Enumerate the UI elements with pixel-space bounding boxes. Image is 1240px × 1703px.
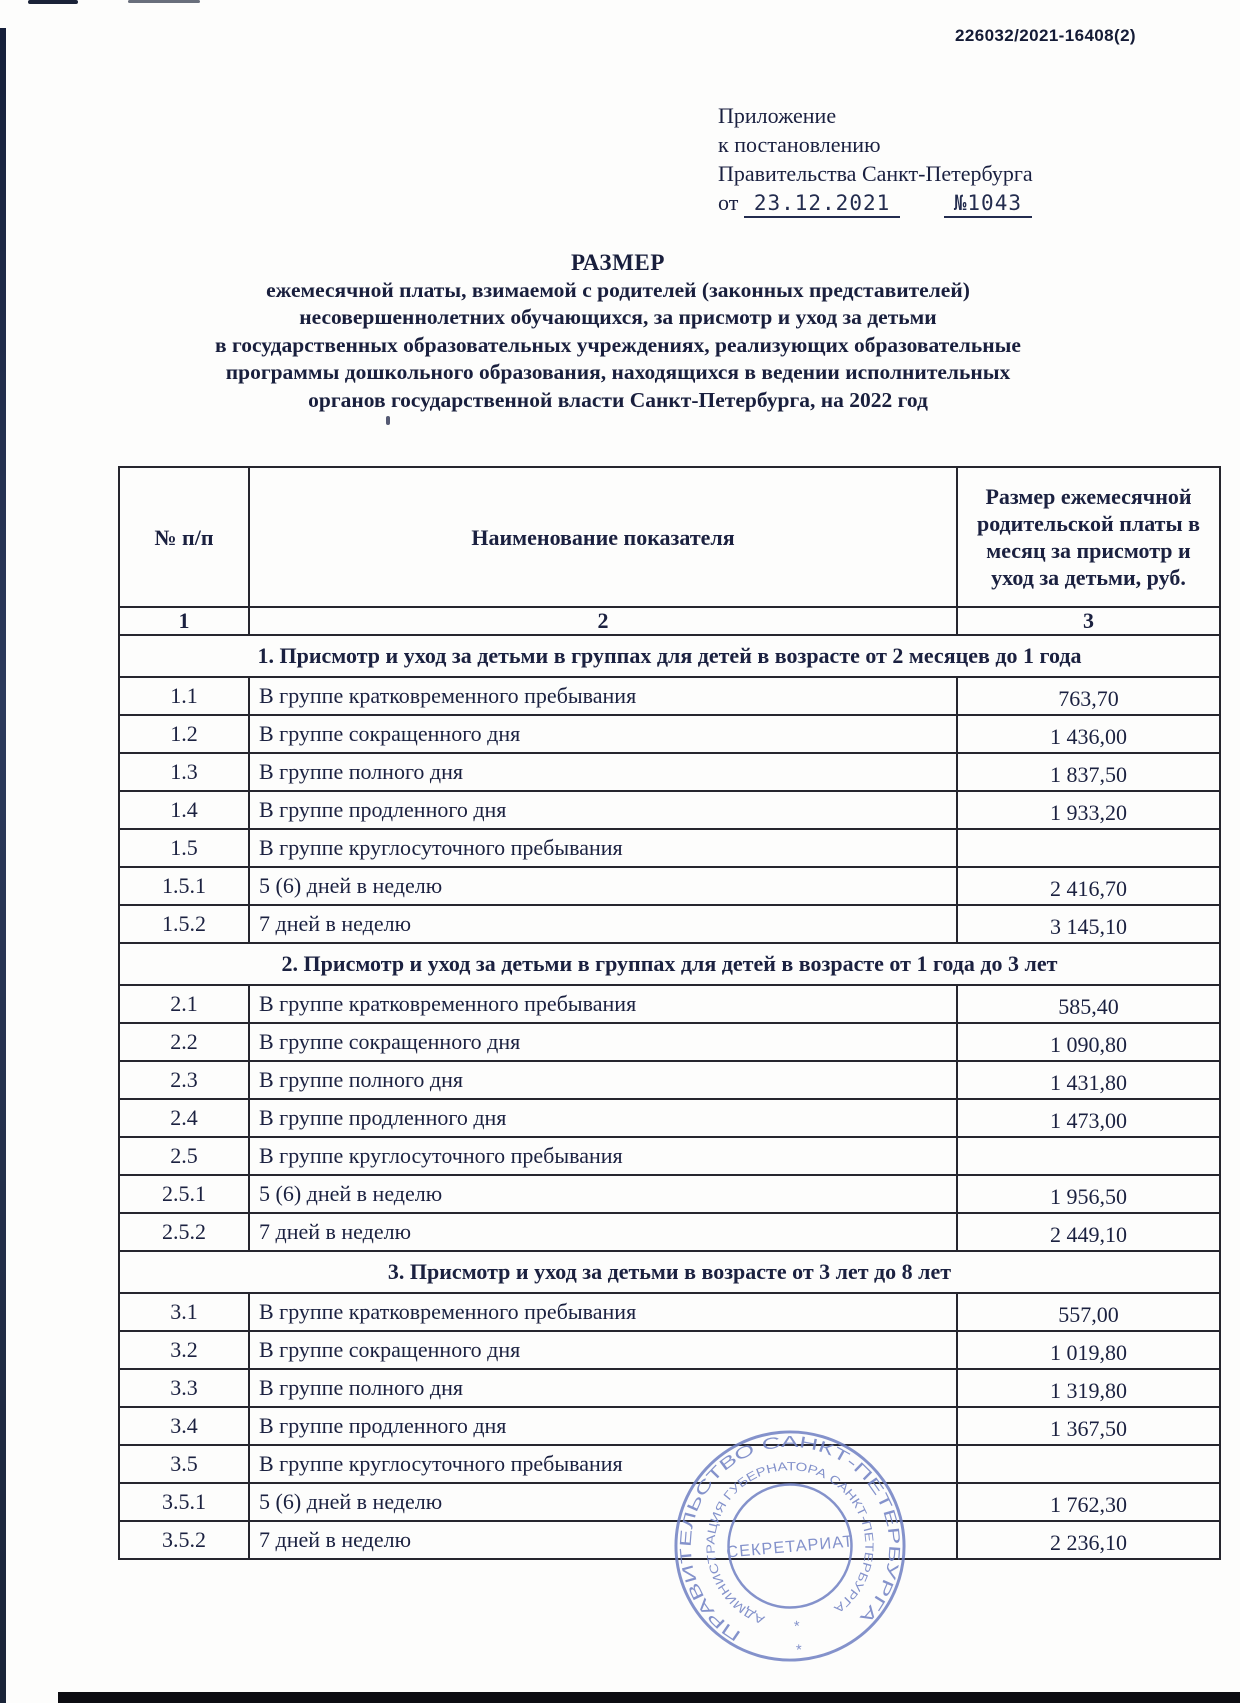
decree-date: 23.12.2021: [744, 191, 900, 218]
stamp-outer-star: *: [795, 1642, 803, 1659]
title-line: в государственных образовательных учреждениях, реализующих образовательные: [215, 332, 1021, 357]
row-value-cell: [957, 1445, 1220, 1483]
row-name-cell: В группе полного дня: [249, 1061, 957, 1099]
table-row: [119, 1099, 1220, 1137]
row-value-cell: 1 436,00: [957, 715, 1220, 753]
column-number: 3: [957, 607, 1220, 635]
scan-artifact-top-mark: [28, 0, 78, 4]
row-value-cell: 1 933,20: [957, 791, 1220, 829]
column-numbers-row: [119, 607, 1220, 635]
row-value-cell: [957, 829, 1220, 867]
table-header-row: [119, 467, 1220, 607]
row-value-cell: 2 236,10: [957, 1521, 1220, 1559]
row-value-cell: 1 367,50: [957, 1407, 1220, 1445]
row-number-cell: 3.3: [119, 1369, 249, 1407]
row-number-cell: 2.3: [119, 1061, 249, 1099]
row-value-cell: 585,40: [957, 985, 1220, 1023]
row-name-cell: В группе продленного дня: [249, 1407, 957, 1445]
row-name-cell: В группе круглосуточного пребывания: [249, 1445, 957, 1483]
table-row: [119, 1293, 1220, 1331]
row-name-cell: В группе кратковременного пребывания: [249, 1293, 957, 1331]
column-number: 1: [119, 607, 249, 635]
row-value-cell: 1 319,80: [957, 1369, 1220, 1407]
row-number-cell: 1.5.2: [119, 905, 249, 943]
row-value-cell: 557,00: [957, 1293, 1220, 1331]
row-name-cell: В группе продленного дня: [249, 1099, 957, 1137]
section-header-row: [119, 943, 1220, 985]
row-number-cell: 1.2: [119, 715, 249, 753]
table-row: [119, 791, 1220, 829]
row-value-cell: 1 090,80: [957, 1023, 1220, 1061]
row-name-cell: 5 (6) дней в неделю: [249, 1483, 957, 1521]
row-number-cell: 1.3: [119, 753, 249, 791]
section-title: 3. Присмотр и уход за детьми в возрасте от 3 лет до 8 лет: [119, 1251, 1220, 1293]
appendix-reference-block: [718, 101, 1033, 218]
stamp-inner-ring-text: АДМИНИСТРАЦИЯ ГУБЕРНАТОРА САНКТ-ПЕТЕРБУРГА: [703, 1459, 877, 1628]
row-name-cell: В группе полного дня: [249, 753, 957, 791]
table-row: [119, 867, 1220, 905]
row-number-cell: 3.5.2: [119, 1521, 249, 1559]
scan-artifact-speck: [386, 416, 390, 425]
row-number-cell: 2.2: [119, 1023, 249, 1061]
appendix-line: к постановлению: [718, 132, 881, 157]
scan-artifact-left-edge: [0, 28, 6, 1703]
fees-table: [118, 466, 1221, 1560]
stamp-center-text: СЕКРЕТАРИАТ: [725, 1532, 855, 1562]
row-value-cell: 763,70: [957, 677, 1220, 715]
row-number-cell: 1.5.1: [119, 867, 249, 905]
decree-number: №1043: [944, 191, 1032, 218]
row-name-cell: 7 дней в неделю: [249, 1213, 957, 1251]
document-title: [66, 249, 1170, 414]
title-line: органов государственной власти Санкт-Петербурга, на 2022 год: [308, 387, 928, 412]
row-name-cell: В группе кратковременного пребывания: [249, 985, 957, 1023]
row-number-cell: 2.5.1: [119, 1175, 249, 1213]
stamp-outer-ring-text: ПРАВИТЕЛЬСТВО САНКТ-ПЕТЕРБУРГА: [677, 1433, 903, 1645]
stamp-inner-star: *: [793, 1618, 801, 1636]
table-row: [119, 1061, 1220, 1099]
table-row: [119, 715, 1220, 753]
scan-artifact-bottom-edge: [58, 1692, 1240, 1703]
row-name-cell: В группе круглосуточного пребывания: [249, 829, 957, 867]
title-line: программы дошкольного образования, находящихся в ведении исполнительных: [225, 360, 1011, 384]
row-name-cell: В группе сокращенного дня: [249, 715, 957, 753]
row-number-cell: 1.1: [119, 677, 249, 715]
table-row: [119, 829, 1220, 867]
section-header-row: [119, 635, 1220, 677]
table-row: [119, 1137, 1220, 1175]
row-number-cell: 3.5.1: [119, 1483, 249, 1521]
row-name-cell: В группе сокращенного дня: [249, 1331, 957, 1369]
row-number-cell: 2.5.2: [119, 1213, 249, 1251]
table-row: [119, 985, 1220, 1023]
row-name-cell: В группе продленного дня: [249, 791, 957, 829]
header-cell-number: № п/п: [119, 467, 249, 607]
row-number-cell: 2.5: [119, 1137, 249, 1175]
row-number-cell: 1.4: [119, 791, 249, 829]
appendix-date-line: [718, 188, 1033, 218]
section-title: 2. Присмотр и уход за детьми в группах для детей в возрасте от 1 года до 3 лет: [119, 943, 1220, 985]
row-name-cell: 7 дней в неделю: [249, 1521, 957, 1559]
table-row: [119, 1331, 1220, 1369]
stamp-graphic: [661, 1417, 919, 1675]
row-value-cell: 1 956,50: [957, 1175, 1220, 1213]
row-number-cell: 3.4: [119, 1407, 249, 1445]
table-row: [119, 905, 1220, 943]
scan-artifact-top-mark: [128, 0, 200, 3]
row-number-cell: 3.2: [119, 1331, 249, 1369]
date-prefix: от: [718, 190, 739, 215]
row-number-cell: 3.1: [119, 1293, 249, 1331]
section-header-row: [119, 1251, 1220, 1293]
title-line: несовершеннолетних обучающихся, за присмотр и уход за детьми: [299, 305, 937, 329]
row-value-cell: 1 837,50: [957, 753, 1220, 791]
row-number-cell: 2.4: [119, 1099, 249, 1137]
row-name-cell: В группе полного дня: [249, 1369, 957, 1407]
row-number-cell: 3.5: [119, 1445, 249, 1483]
row-number-cell: 2.1: [119, 985, 249, 1023]
section-title: 1. Присмотр и уход за детьми в группах для детей в возрасте от 2 месяцев до 1 года: [119, 635, 1220, 677]
appendix-line: Приложение: [718, 103, 837, 128]
row-value-cell: 2 449,10: [957, 1213, 1220, 1251]
row-value-cell: 3 145,10: [957, 905, 1220, 943]
column-number: 2: [249, 607, 957, 635]
row-value-cell: [957, 1137, 1220, 1175]
appendix-line: Правительства Санкт-Петербурга: [718, 161, 1033, 186]
row-value-cell: 2 416,70: [957, 867, 1220, 905]
row-name-cell: 7 дней в неделю: [249, 905, 957, 943]
row-name-cell: 5 (6) дней в неделю: [249, 867, 957, 905]
table-row: [119, 1213, 1220, 1251]
row-value-cell: 1 431,80: [957, 1061, 1220, 1099]
row-name-cell: В группе круглосуточного пребывания: [249, 1137, 957, 1175]
title-line: РАЗМЕР: [571, 250, 665, 275]
table-row: [119, 1023, 1220, 1061]
document-registration-number: 226032/2021-16408(2): [955, 26, 1136, 45]
row-name-cell: 5 (6) дней в неделю: [249, 1175, 957, 1213]
official-round-stamp: [661, 1417, 919, 1675]
header-cell-fee: Размер ежемесячной родительской платы в месяц за присмотр и уход за детьми, руб.: [957, 467, 1220, 607]
row-number-cell: 1.5: [119, 829, 249, 867]
table-row: [119, 677, 1220, 715]
table-row: [119, 1175, 1220, 1213]
row-name-cell: В группе сокращенного дня: [249, 1023, 957, 1061]
row-value-cell: 1 762,30: [957, 1483, 1220, 1521]
title-line: ежемесячной платы, взимаемой с родителей (законных представителей): [266, 277, 970, 302]
row-value-cell: 1 473,00: [957, 1099, 1220, 1137]
table-row: [119, 753, 1220, 791]
table-row: [119, 1369, 1220, 1407]
row-name-cell: В группе кратковременного пребывания: [249, 677, 957, 715]
header-cell-indicator: Наименование показателя: [249, 467, 957, 607]
row-value-cell: 1 019,80: [957, 1331, 1220, 1369]
